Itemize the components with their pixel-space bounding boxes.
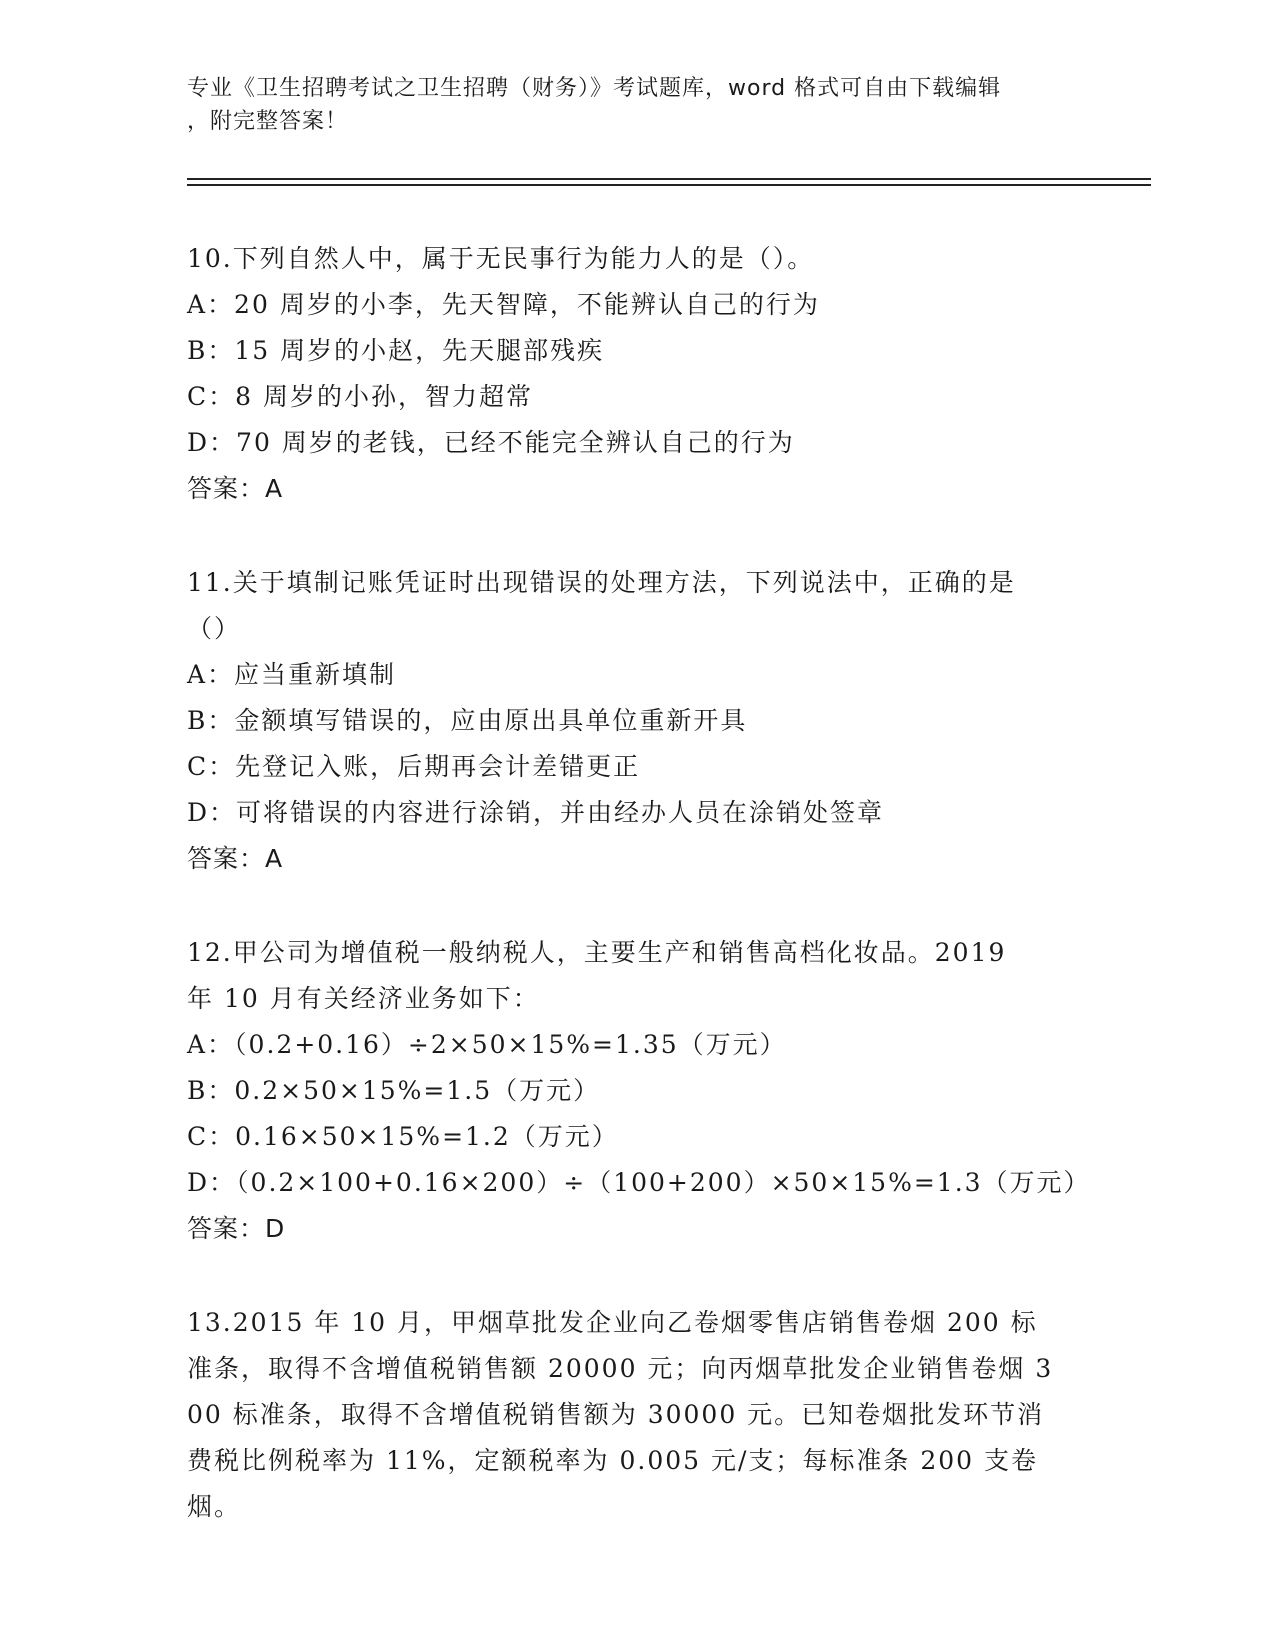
question-stem: 12.甲公司为增值税一般纳税人，主要生产和销售高档化妆品。2019 年 10 月有关经济业务如下： <box>187 938 1007 1013</box>
option-d: D：70 周岁的老钱，已经不能完全辨认自己的行为 <box>187 428 795 457</box>
question-stem: 11.关于填制记账凭证时出现错误的处理方法，下列说法中，正确的是（） <box>187 568 1016 643</box>
option-a: A：20 周岁的小李，先天智障，不能辨认自己的行为 <box>187 290 820 319</box>
option-b: B：金额填写错误的，应由原出具单位重新开具 <box>187 706 748 735</box>
question-12 <box>187 930 1091 1252</box>
header-line-1: 专业《卫生招聘考试之卫生招聘（财务）》考试题库，word 格式可自由下载编辑 <box>187 76 1002 101</box>
option-c: C：0.16×50×15%=1.2（万元） <box>187 1122 619 1151</box>
answer-label: 答案：D <box>187 1214 286 1243</box>
option-b: B：0.2×50×15%=1.5（万元） <box>187 1076 601 1105</box>
question-stem: 10.下列自然人中，属于无民事行为能力人的是（）。 <box>187 244 815 273</box>
question-13 <box>187 1300 1087 1530</box>
option-d: D：（0.2×100+0.16×200）÷（100+200）×50×15%=1.3（万元） <box>187 1168 1091 1197</box>
option-b: B：15 周岁的小赵，先天腿部残疾 <box>187 336 605 365</box>
header-divider-bottom <box>187 184 1151 186</box>
option-c: C：先登记入账，后期再会计差错更正 <box>187 752 641 781</box>
answer-label: 答案：A <box>187 474 284 503</box>
header-divider-top <box>187 178 1151 180</box>
header-line-2: ，附完整答案！ <box>187 109 349 134</box>
question-10 <box>187 236 1087 512</box>
option-a: A：（0.2+0.16）÷2×50×15%=1.35（万元） <box>187 1030 787 1059</box>
answer-label: 答案：A <box>187 844 284 873</box>
question-list <box>187 236 1091 1578</box>
question-stem: 13.2015 年 10 月，甲烟草批发企业向乙卷烟零售店销售卷烟 200 标准条，取得不含增值税销售额 20000 元；向丙烟草批发企业销售卷烟 300 标准条，取得不含增值税销售额为 30000 元。已知卷烟批发环节消费税比例税率为 11%，定额税率为 0.005 元/支；每标准条 200 支卷烟。 <box>187 1308 1054 1521</box>
question-11 <box>187 560 1087 882</box>
option-c: C：8 周岁的小孙，智力超常 <box>187 382 533 411</box>
option-d: D：可将错误的内容进行涂销，并由经办人员在涂销处签章 <box>187 798 885 827</box>
option-a: A：应当重新填制 <box>187 660 397 689</box>
document-header <box>187 72 1087 138</box>
